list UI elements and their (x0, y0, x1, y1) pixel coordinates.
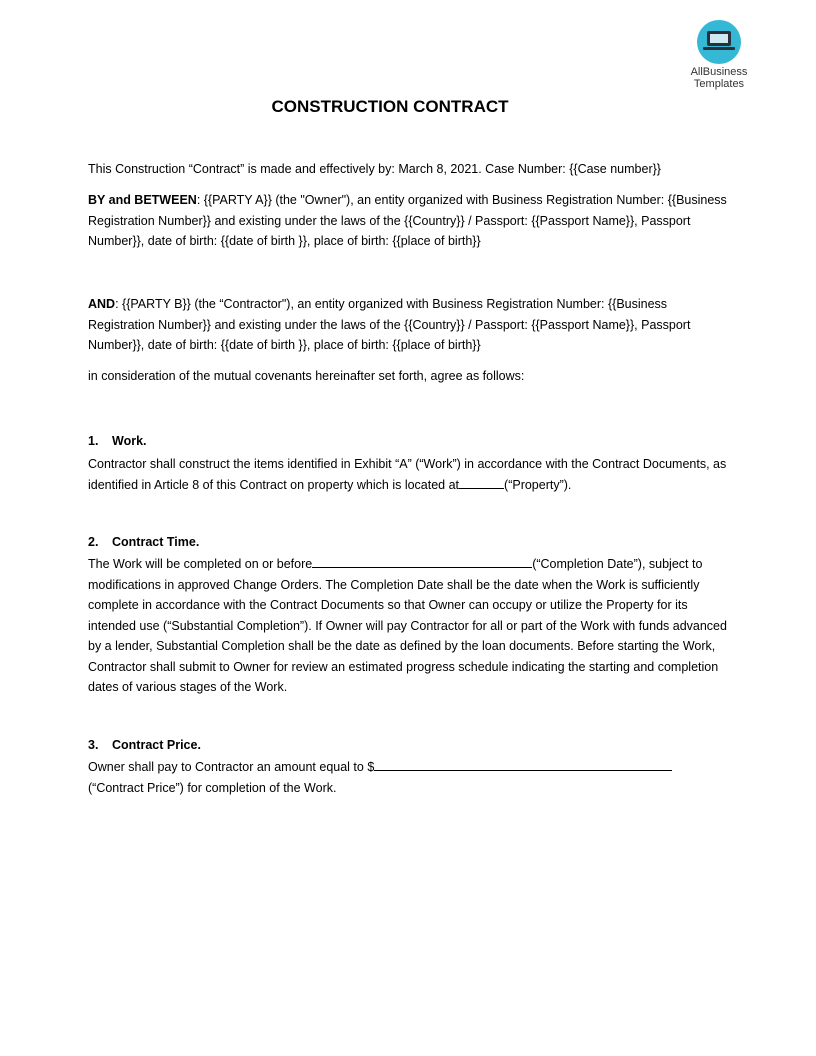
logo-line-1: AllBusiness (690, 66, 748, 78)
logo-line-2: Templates (693, 78, 745, 90)
laptop-icon (697, 20, 741, 64)
logo-text (686, 66, 752, 90)
party-a-paragraph (88, 190, 728, 252)
party-b-text: : {{PARTY B}} (the “Contractor"), an entity organized with Business Registration Number: {{Business Registration Number}} and existing under the laws of the {{Country}} / Passport: {{Passport Name}}, Passport Number}}, date of birth: {{date of birth }}, place of birth: {{place of birth}} (88, 297, 691, 352)
property-location-blank[interactable] (459, 475, 504, 489)
consideration-paragraph: in consideration of the mutual covenants hereinafter set forth, agree as follows: (88, 369, 525, 383)
allbusiness-templates-logo (686, 20, 752, 90)
section-3-heading (88, 738, 201, 752)
section-1-heading (88, 434, 147, 448)
party-a-text: : {{PARTY A}} (the "Owner"), an entity organized with Business Registration Number: {{Business Registration Number}} and existing under the laws of the {{Country}} / Passport: {{Passport Name}}, Passport Number}}, date of birth: {{date of birth }}, place of birth: {{place of birth}} (88, 193, 727, 248)
section-2-number: 2. (88, 535, 99, 549)
section-3-title: Contract Price. (112, 738, 201, 752)
section-2-body (88, 554, 728, 698)
section-1-text-after: (“Property”). (504, 477, 572, 492)
section-2-heading (88, 535, 199, 549)
section-1-title: Work. (112, 434, 147, 448)
party-b-paragraph (88, 294, 728, 356)
contract-price-blank[interactable] (374, 757, 672, 771)
section-3-number: 3. (88, 738, 99, 752)
section-3-body (88, 757, 728, 798)
section-1-body (88, 454, 728, 495)
section-2-text-before: The Work will be completed on or before (88, 557, 313, 571)
intro-paragraph: This Construction “Contract” is made and effectively by: March 8, 2021. Case Number: {{Case number}} (88, 162, 661, 176)
section-1-text-before: Contractor shall construct the items identified in Exhibit “A” (“Work”) in accordance with the Contract Documents, as identified in Article 8 of this Contract on property which is located at (88, 457, 727, 492)
section-1-number: 1. (88, 434, 99, 448)
completion-date-blank[interactable] (312, 554, 532, 568)
section-2-text-after: (“Completion Date”), subject to modifications in approved Change Orders. The Completion Date shall be the date when the Work is sufficiently complete in accordance with the Contract Documents so that Owner can occupy or utilize the Property for its intended use (“Substantial Completion”). If Owner will pay Contractor for all or part of the Work with funds advanced by a lender, Substantial Completion shall be the date as defined by the loan documents. Before starting the Work, Contractor shall submit to Owner for review an estimated progress schedule indicating the starting and completion dates of various stages of the Work. (88, 557, 727, 694)
document-title: CONSTRUCTION CONTRACT (271, 97, 509, 116)
party-b-label: AND (88, 297, 116, 311)
section-2-title: Contract Time. (112, 535, 200, 549)
party-a-label: BY and BETWEEN (88, 193, 197, 207)
section-3-text-before: Owner shall pay to Contractor an amount equal to $ (88, 760, 375, 774)
section-3-text-after: (“Contract Price”) for completion of the Work. (88, 780, 337, 795)
